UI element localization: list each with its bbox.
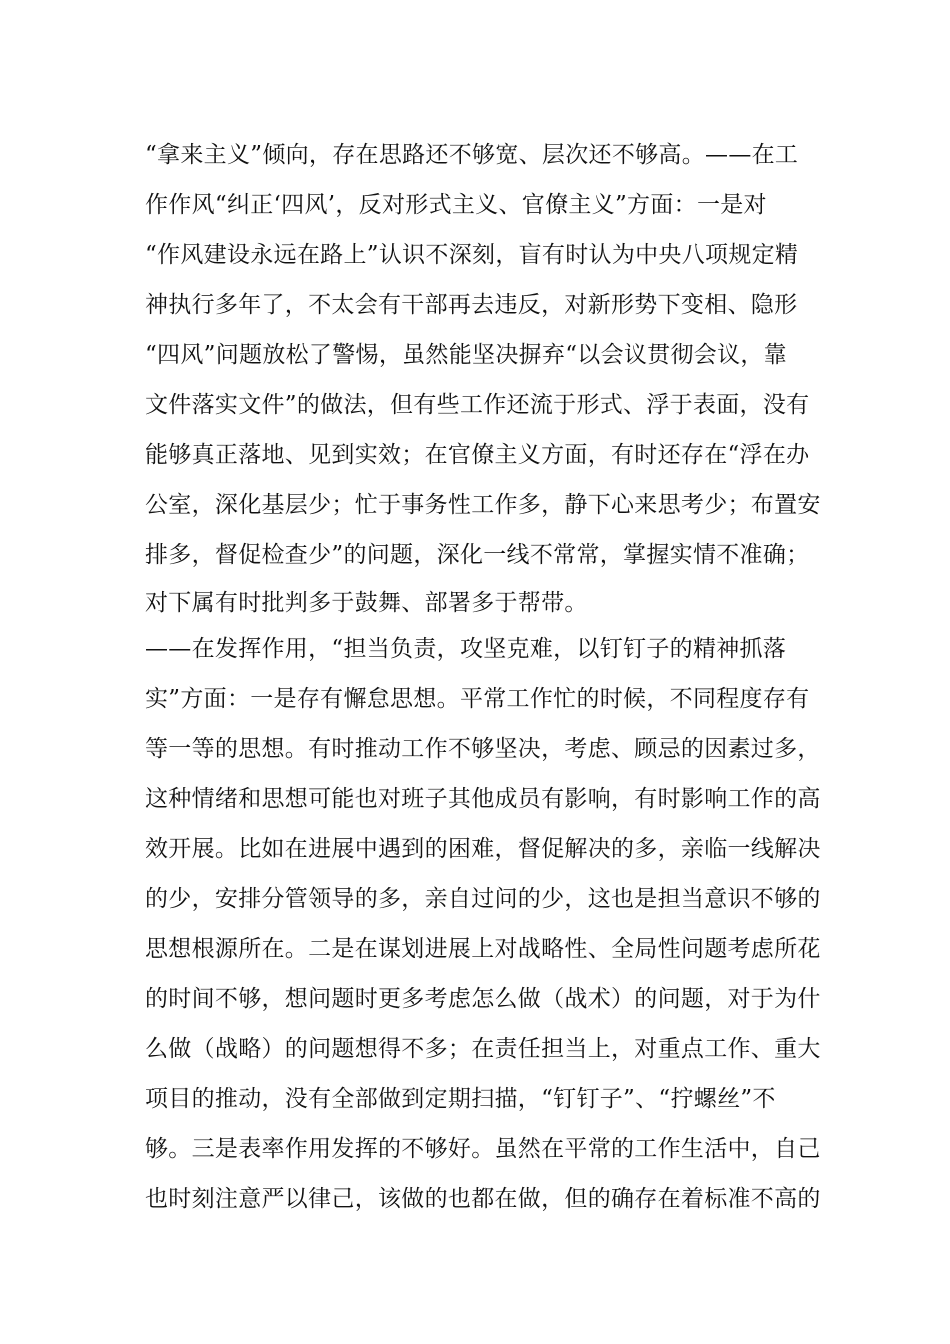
text-line: 的少，安排分管领导的多，亲自过问的少，这也是担当意识不够的 bbox=[145, 886, 821, 912]
text-line: 文件落实文件”的做法，但有些工作还流于形式、浮于表面，没有 bbox=[145, 392, 810, 418]
text-line: 项目的推动，没有全部做到定期扫描，“钉钉子”、“拧螺丝”不 bbox=[145, 1086, 776, 1112]
text-line: 公室，深化基层少；忙于事务性工作多，静下心来思考少；布置安 bbox=[145, 492, 821, 518]
text-line: 效开展。比如在进展中遇到的困难，督促解决的多，亲临一线解决 bbox=[145, 836, 821, 862]
text-line: 的时间不够，想问题时更多考虑怎么做（战术）的问题，对于为什 bbox=[145, 986, 821, 1012]
text-line: ——在发挥作用，“担当负责，攻坚克难，以钉钉子的精神抓落 bbox=[145, 636, 787, 662]
text-line: 思想根源所在。二是在谋划进展上对战略性、全局性问题考虑所花 bbox=[145, 936, 821, 962]
text-line: 这种情绪和思想可能也对班子其他成员有影响，有时影响工作的高 bbox=[145, 786, 821, 812]
text-line: “四风”问题放松了警惕，虽然能坚决摒弃“以会议贯彻会议，靠 bbox=[145, 342, 787, 368]
text-line: 作作风“纠正‘四风’，反对形式主义、官僚主义”方面：一是对 bbox=[145, 192, 767, 218]
text-line: 神执行多年了，不太会有干部再去违反，对新形势下变相、隐形 bbox=[145, 292, 798, 318]
text-line: 实”方面：一是存有懈怠思想。平常工作忙的时候，不同程度存有 bbox=[145, 686, 810, 712]
text-line: 么做（战略）的问题想得不多；在责任担当上，对重点工作、重大 bbox=[145, 1036, 821, 1062]
text-line: 对下属有时批判多于鼓舞、部署多于帮带。 bbox=[145, 590, 588, 616]
text-line: 能够真正落地、见到实效；在官僚主义方面，有时还存在“浮在办 bbox=[145, 442, 810, 468]
text-line: 也时刻注意严以律己，该做的也都在做，但的确存在着标准不高的 bbox=[145, 1186, 821, 1212]
text-line: “拿来主义”倾向，存在思路还不够宽、层次还不够高。——在工 bbox=[145, 142, 799, 168]
text-line: 排多，督促检查少”的问题，深化一线不常常，掌握实情不准确； bbox=[145, 542, 810, 568]
text-line: 等一等的思想。有时推动工作不够坚决，考虑、顾忌的因素过多， bbox=[145, 736, 821, 762]
text-line: 够。三是表率作用发挥的不够好。虽然在平常的工作生活中，自己 bbox=[145, 1136, 821, 1162]
text-line: “作风建设永远在路上”认识不深刻，盲有时认为中央八项规定精 bbox=[145, 242, 799, 268]
